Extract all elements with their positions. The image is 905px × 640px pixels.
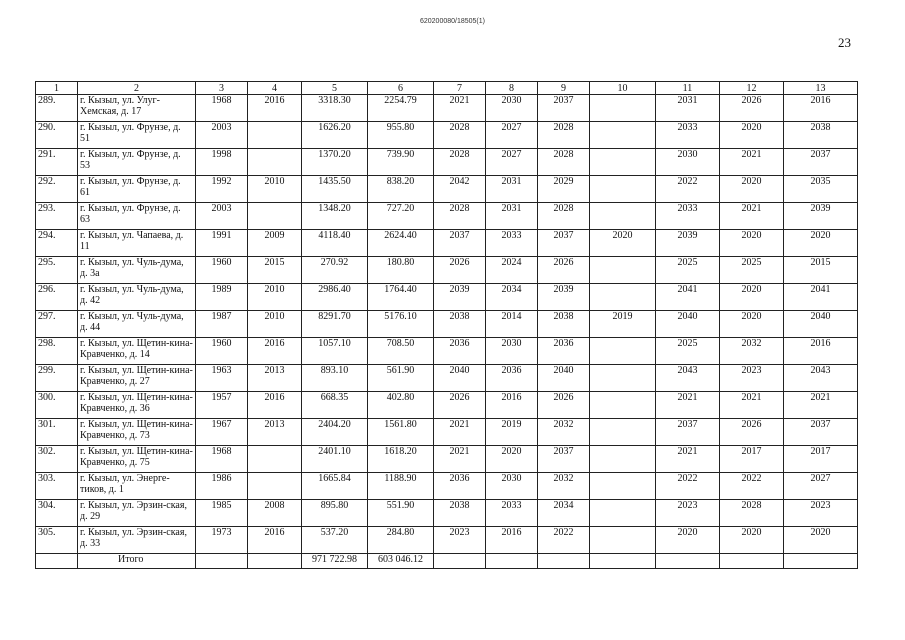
empty-cell	[196, 554, 248, 569]
table-cell: 2021	[720, 203, 784, 230]
address-cell: г. Кызыл, ул. Чуль-дума, д. 42	[78, 284, 196, 311]
table-cell: 2025	[656, 257, 720, 284]
table-cell: 2003	[196, 122, 248, 149]
empty-cell	[720, 554, 784, 569]
table-cell: 2022	[656, 176, 720, 203]
row-number-cell: 294.	[36, 230, 78, 257]
column-header: 11	[656, 82, 720, 95]
table-cell: 1963	[196, 365, 248, 392]
table-cell: 1967	[196, 419, 248, 446]
table-cell: 2013	[248, 419, 302, 446]
table-cell: 2039	[656, 230, 720, 257]
table-cell: 2015	[248, 257, 302, 284]
table-cell: 2042	[434, 176, 486, 203]
table-cell: 955.80	[368, 122, 434, 149]
column-header: 13	[784, 82, 858, 95]
table-cell: 2036	[538, 338, 590, 365]
table-cell	[248, 446, 302, 473]
table-cell: 1561.80	[368, 419, 434, 446]
table-cell: 2008	[248, 500, 302, 527]
table-cell: 2020	[720, 122, 784, 149]
address-cell: г. Кызыл, ул. Щетин-кина-Кравченко, д. 14	[78, 338, 196, 365]
table-cell: 2032	[538, 419, 590, 446]
table-row	[36, 176, 858, 203]
address-cell: г. Кызыл, ул. Эрзин-ская, д. 33	[78, 527, 196, 554]
table-cell: 2026	[720, 95, 784, 122]
table-cell: 1992	[196, 176, 248, 203]
table-cell: 1968	[196, 95, 248, 122]
table-cell	[248, 122, 302, 149]
table-cell: 1665.84	[302, 473, 368, 500]
address-cell: г. Кызыл, ул. Щетин-кина-Кравченко, д. 73	[78, 419, 196, 446]
table-cell: 2029	[538, 176, 590, 203]
column-header: 5	[302, 82, 368, 95]
table-cell: 2028	[720, 500, 784, 527]
table-cell: 2021	[656, 446, 720, 473]
table-cell: 2037	[656, 419, 720, 446]
table-cell: 2043	[656, 365, 720, 392]
address-cell: г. Кызыл, ул. Фрунзе, д. 63	[78, 203, 196, 230]
table-cell: 668.35	[302, 392, 368, 419]
table-cell	[590, 149, 656, 176]
address-cell: г. Кызыл, ул. Эрзин-ская, д. 29	[78, 500, 196, 527]
column-header: 4	[248, 82, 302, 95]
empty-cell	[656, 554, 720, 569]
table-cell: 2028	[538, 149, 590, 176]
table-cell: 2023	[656, 500, 720, 527]
table-cell: 2038	[434, 311, 486, 338]
table-cell: 2986.40	[302, 284, 368, 311]
row-number-cell: 292.	[36, 176, 78, 203]
total-label: Итого	[78, 554, 196, 569]
table-cell: 2025	[656, 338, 720, 365]
column-header: 1	[36, 82, 78, 95]
table-row	[36, 257, 858, 284]
table-cell: 2026	[434, 392, 486, 419]
table-cell: 2026	[538, 257, 590, 284]
table-cell: 838.20	[368, 176, 434, 203]
table-cell: 2010	[248, 176, 302, 203]
table-cell: 2023	[784, 500, 858, 527]
table-cell: 2037	[784, 419, 858, 446]
row-number-cell: 298.	[36, 338, 78, 365]
table-cell: 895.80	[302, 500, 368, 527]
row-number-cell: 303.	[36, 473, 78, 500]
address-cell: г. Кызыл, ул. Щетин-кина-Кравченко, д. 75	[78, 446, 196, 473]
table-cell: 2020	[784, 527, 858, 554]
table-cell: 2032	[538, 473, 590, 500]
table-row	[36, 149, 858, 176]
table-cell: 1973	[196, 527, 248, 554]
table-cell: 8291.70	[302, 311, 368, 338]
table-cell: 2036	[486, 365, 538, 392]
table-cell: 2020	[720, 527, 784, 554]
column-header: 10	[590, 82, 656, 95]
table-row	[36, 338, 858, 365]
table-cell: 2021	[784, 392, 858, 419]
table-row	[36, 122, 858, 149]
table-cell: 1370.20	[302, 149, 368, 176]
table-cell: 1626.20	[302, 122, 368, 149]
table-row	[36, 365, 858, 392]
table-cell: 2019	[486, 419, 538, 446]
page-number: 23	[838, 35, 851, 50]
table-cell: 2023	[434, 527, 486, 554]
table-cell	[590, 419, 656, 446]
column-header: 6	[368, 82, 434, 95]
address-cell: г. Кызыл, ул. Энерге-тиков, д. 1	[78, 473, 196, 500]
table-cell: 2028	[538, 203, 590, 230]
table-cell: 2023	[720, 365, 784, 392]
table-cell: 284.80	[368, 527, 434, 554]
table-cell: 2016	[248, 392, 302, 419]
address-cell: г. Кызыл, ул. Фрунзе, д. 53	[78, 149, 196, 176]
table-cell	[590, 203, 656, 230]
table-row	[36, 419, 858, 446]
row-number-cell: 296.	[36, 284, 78, 311]
table-row	[36, 446, 858, 473]
table-cell: 2030	[486, 95, 538, 122]
table-cell: 2037	[538, 446, 590, 473]
table-cell: 2020	[486, 446, 538, 473]
table-cell: 2401.10	[302, 446, 368, 473]
table-cell: 2020	[720, 284, 784, 311]
table-cell: 561.90	[368, 365, 434, 392]
table-cell: 1960	[196, 338, 248, 365]
row-number-cell: 297.	[36, 311, 78, 338]
table-cell: 2039	[784, 203, 858, 230]
table-cell: 1618.20	[368, 446, 434, 473]
table-cell: 2014	[486, 311, 538, 338]
table-cell: 2039	[434, 284, 486, 311]
table-cell: 1991	[196, 230, 248, 257]
table-row	[36, 95, 858, 122]
table-cell: 2254.79	[368, 95, 434, 122]
table-cell: 2013	[248, 365, 302, 392]
table-cell: 2016	[248, 527, 302, 554]
table-cell: 2020	[656, 527, 720, 554]
table-cell: 2021	[434, 95, 486, 122]
table-cell: 1435.50	[302, 176, 368, 203]
table-cell: 2010	[248, 311, 302, 338]
table-cell	[248, 149, 302, 176]
table-cell	[590, 176, 656, 203]
table-row	[36, 500, 858, 527]
table-cell: 2037	[538, 95, 590, 122]
table-cell: 2021	[720, 392, 784, 419]
column-number-row	[36, 82, 858, 95]
table-cell: 5176.10	[368, 311, 434, 338]
table-cell: 2027	[486, 122, 538, 149]
total-row	[36, 554, 858, 569]
table-cell: 2040	[784, 311, 858, 338]
column-header: 7	[434, 82, 486, 95]
address-cell: г. Кызыл, ул. Чуль-дума, д. 3а	[78, 257, 196, 284]
table-cell: 1188.90	[368, 473, 434, 500]
table-cell: 2030	[656, 149, 720, 176]
table-row	[36, 230, 858, 257]
table-cell	[590, 500, 656, 527]
table-row	[36, 473, 858, 500]
table-cell: 270.92	[302, 257, 368, 284]
table-cell: 1764.40	[368, 284, 434, 311]
total-living-area: 603 046.12	[368, 554, 434, 569]
table-cell: 2038	[434, 500, 486, 527]
table-cell: 2034	[538, 500, 590, 527]
table-cell: 2033	[656, 203, 720, 230]
table-cell: 2021	[720, 149, 784, 176]
table-cell: 2026	[720, 419, 784, 446]
table-cell: 2009	[248, 230, 302, 257]
row-number-cell: 302.	[36, 446, 78, 473]
address-cell: г. Кызыл, ул. Щетин-кина-Кравченко, д. 36	[78, 392, 196, 419]
table-cell	[590, 527, 656, 554]
table-cell	[590, 95, 656, 122]
table-row	[36, 311, 858, 338]
column-header: 2	[78, 82, 196, 95]
column-header: 8	[486, 82, 538, 95]
table-cell: 2028	[434, 203, 486, 230]
row-number-cell: 301.	[36, 419, 78, 446]
table-cell: 2037	[538, 230, 590, 257]
table-cell: 2021	[434, 446, 486, 473]
table-cell: 1960	[196, 257, 248, 284]
table-cell: 708.50	[368, 338, 434, 365]
row-number-cell: 293.	[36, 203, 78, 230]
table-cell: 2404.20	[302, 419, 368, 446]
table-cell: 2026	[538, 392, 590, 419]
empty-cell	[538, 554, 590, 569]
table-cell	[590, 473, 656, 500]
row-number-cell: 295.	[36, 257, 78, 284]
table-cell: 551.90	[368, 500, 434, 527]
table-cell: 739.90	[368, 149, 434, 176]
empty-cell	[36, 554, 78, 569]
table-row	[36, 203, 858, 230]
table-cell: 2015	[784, 257, 858, 284]
table-cell: 727.20	[368, 203, 434, 230]
table-cell: 2017	[720, 446, 784, 473]
table-cell: 402.80	[368, 392, 434, 419]
table-cell: 2032	[720, 338, 784, 365]
table-cell: 2041	[784, 284, 858, 311]
table-cell: 2039	[538, 284, 590, 311]
table-cell: 2021	[434, 419, 486, 446]
table-cell	[590, 122, 656, 149]
table-cell: 2030	[486, 338, 538, 365]
table-cell: 2028	[434, 149, 486, 176]
table-cell: 2020	[720, 176, 784, 203]
address-cell: г. Кызыл, ул. Фрунзе, д. 51	[78, 122, 196, 149]
table-cell: 2031	[486, 176, 538, 203]
empty-cell	[434, 554, 486, 569]
empty-cell	[248, 554, 302, 569]
table-cell: 893.10	[302, 365, 368, 392]
table-cell: 2020	[720, 311, 784, 338]
table-cell: 2022	[656, 473, 720, 500]
table-cell	[590, 284, 656, 311]
address-cell: г. Кызыл, ул. Чапаева, д. 11	[78, 230, 196, 257]
table-cell: 1987	[196, 311, 248, 338]
table-cell: 2030	[486, 473, 538, 500]
table-cell	[590, 257, 656, 284]
table-cell: 2026	[434, 257, 486, 284]
table-cell: 2027	[486, 149, 538, 176]
table-cell: 2033	[486, 500, 538, 527]
table-cell: 2040	[656, 311, 720, 338]
table-cell: 2031	[656, 95, 720, 122]
table-cell: 2027	[784, 473, 858, 500]
table-cell: 2016	[784, 95, 858, 122]
table-cell: 2034	[486, 284, 538, 311]
document-id: 620200080/18505(1)	[419, 18, 485, 25]
table-cell	[248, 473, 302, 500]
empty-cell	[486, 554, 538, 569]
table-cell: 2038	[784, 122, 858, 149]
table-cell: 2020	[590, 230, 656, 257]
row-number-cell: 300.	[36, 392, 78, 419]
table-cell: 537.20	[302, 527, 368, 554]
table-cell: 2024	[486, 257, 538, 284]
row-number-cell: 299.	[36, 365, 78, 392]
address-cell: г. Кызыл, ул. Чуль-дума, д. 44	[78, 311, 196, 338]
table-cell: 2019	[590, 311, 656, 338]
table-cell: 1968	[196, 446, 248, 473]
table-cell: 2043	[784, 365, 858, 392]
column-header: 9	[538, 82, 590, 95]
table-cell	[590, 365, 656, 392]
column-header: 12	[720, 82, 784, 95]
table-row	[36, 284, 858, 311]
table-cell: 2624.40	[368, 230, 434, 257]
table-cell: 1998	[196, 149, 248, 176]
table-cell: 2017	[784, 446, 858, 473]
table-cell: 2022	[538, 527, 590, 554]
column-header: 3	[196, 82, 248, 95]
table-cell: 1986	[196, 473, 248, 500]
table-cell: 2036	[434, 338, 486, 365]
table-cell: 2020	[784, 230, 858, 257]
table-cell: 1985	[196, 500, 248, 527]
table-cell: 2028	[434, 122, 486, 149]
table-cell	[590, 392, 656, 419]
table-cell: 2016	[248, 95, 302, 122]
table-row	[36, 527, 858, 554]
total-area: 971 722.98	[302, 554, 368, 569]
table-cell: 2016	[248, 338, 302, 365]
table-cell: 2040	[538, 365, 590, 392]
table-cell: 1957	[196, 392, 248, 419]
table-cell: 2003	[196, 203, 248, 230]
table-cell: 2016	[486, 392, 538, 419]
table-cell: 2041	[656, 284, 720, 311]
table-cell: 2025	[720, 257, 784, 284]
table-cell: 2040	[434, 365, 486, 392]
table-cell: 1348.20	[302, 203, 368, 230]
housing-register-table	[35, 81, 858, 569]
table-cell: 2020	[720, 230, 784, 257]
row-number-cell: 305.	[36, 527, 78, 554]
empty-cell	[590, 554, 656, 569]
table-cell: 180.80	[368, 257, 434, 284]
table-cell: 2038	[538, 311, 590, 338]
table-cell: 2037	[434, 230, 486, 257]
table-cell	[248, 203, 302, 230]
empty-cell	[784, 554, 858, 569]
address-cell: г. Кызыл, ул. Улуг-Хемская, д. 17	[78, 95, 196, 122]
row-number-cell: 291.	[36, 149, 78, 176]
address-cell: г. Кызыл, ул. Щетин-кина-Кравченко, д. 27	[78, 365, 196, 392]
row-number-cell: 289.	[36, 95, 78, 122]
table-cell: 2021	[656, 392, 720, 419]
row-number-cell: 290.	[36, 122, 78, 149]
table-cell: 2022	[720, 473, 784, 500]
table-cell: 2016	[486, 527, 538, 554]
table-row	[36, 392, 858, 419]
table-cell: 2036	[434, 473, 486, 500]
table-cell: 2033	[486, 230, 538, 257]
table-cell	[590, 338, 656, 365]
address-cell: г. Кызыл, ул. Фрунзе, д. 61	[78, 176, 196, 203]
table-cell: 2031	[486, 203, 538, 230]
table-cell: 2037	[784, 149, 858, 176]
table-cell: 2035	[784, 176, 858, 203]
table-cell	[590, 446, 656, 473]
table-cell: 1989	[196, 284, 248, 311]
table-cell: 2033	[656, 122, 720, 149]
row-number-cell: 304.	[36, 500, 78, 527]
table-cell: 4118.40	[302, 230, 368, 257]
table-cell: 2016	[784, 338, 858, 365]
table-cell: 2028	[538, 122, 590, 149]
table-cell: 1057.10	[302, 338, 368, 365]
table-cell: 2010	[248, 284, 302, 311]
table-cell: 3318.30	[302, 95, 368, 122]
